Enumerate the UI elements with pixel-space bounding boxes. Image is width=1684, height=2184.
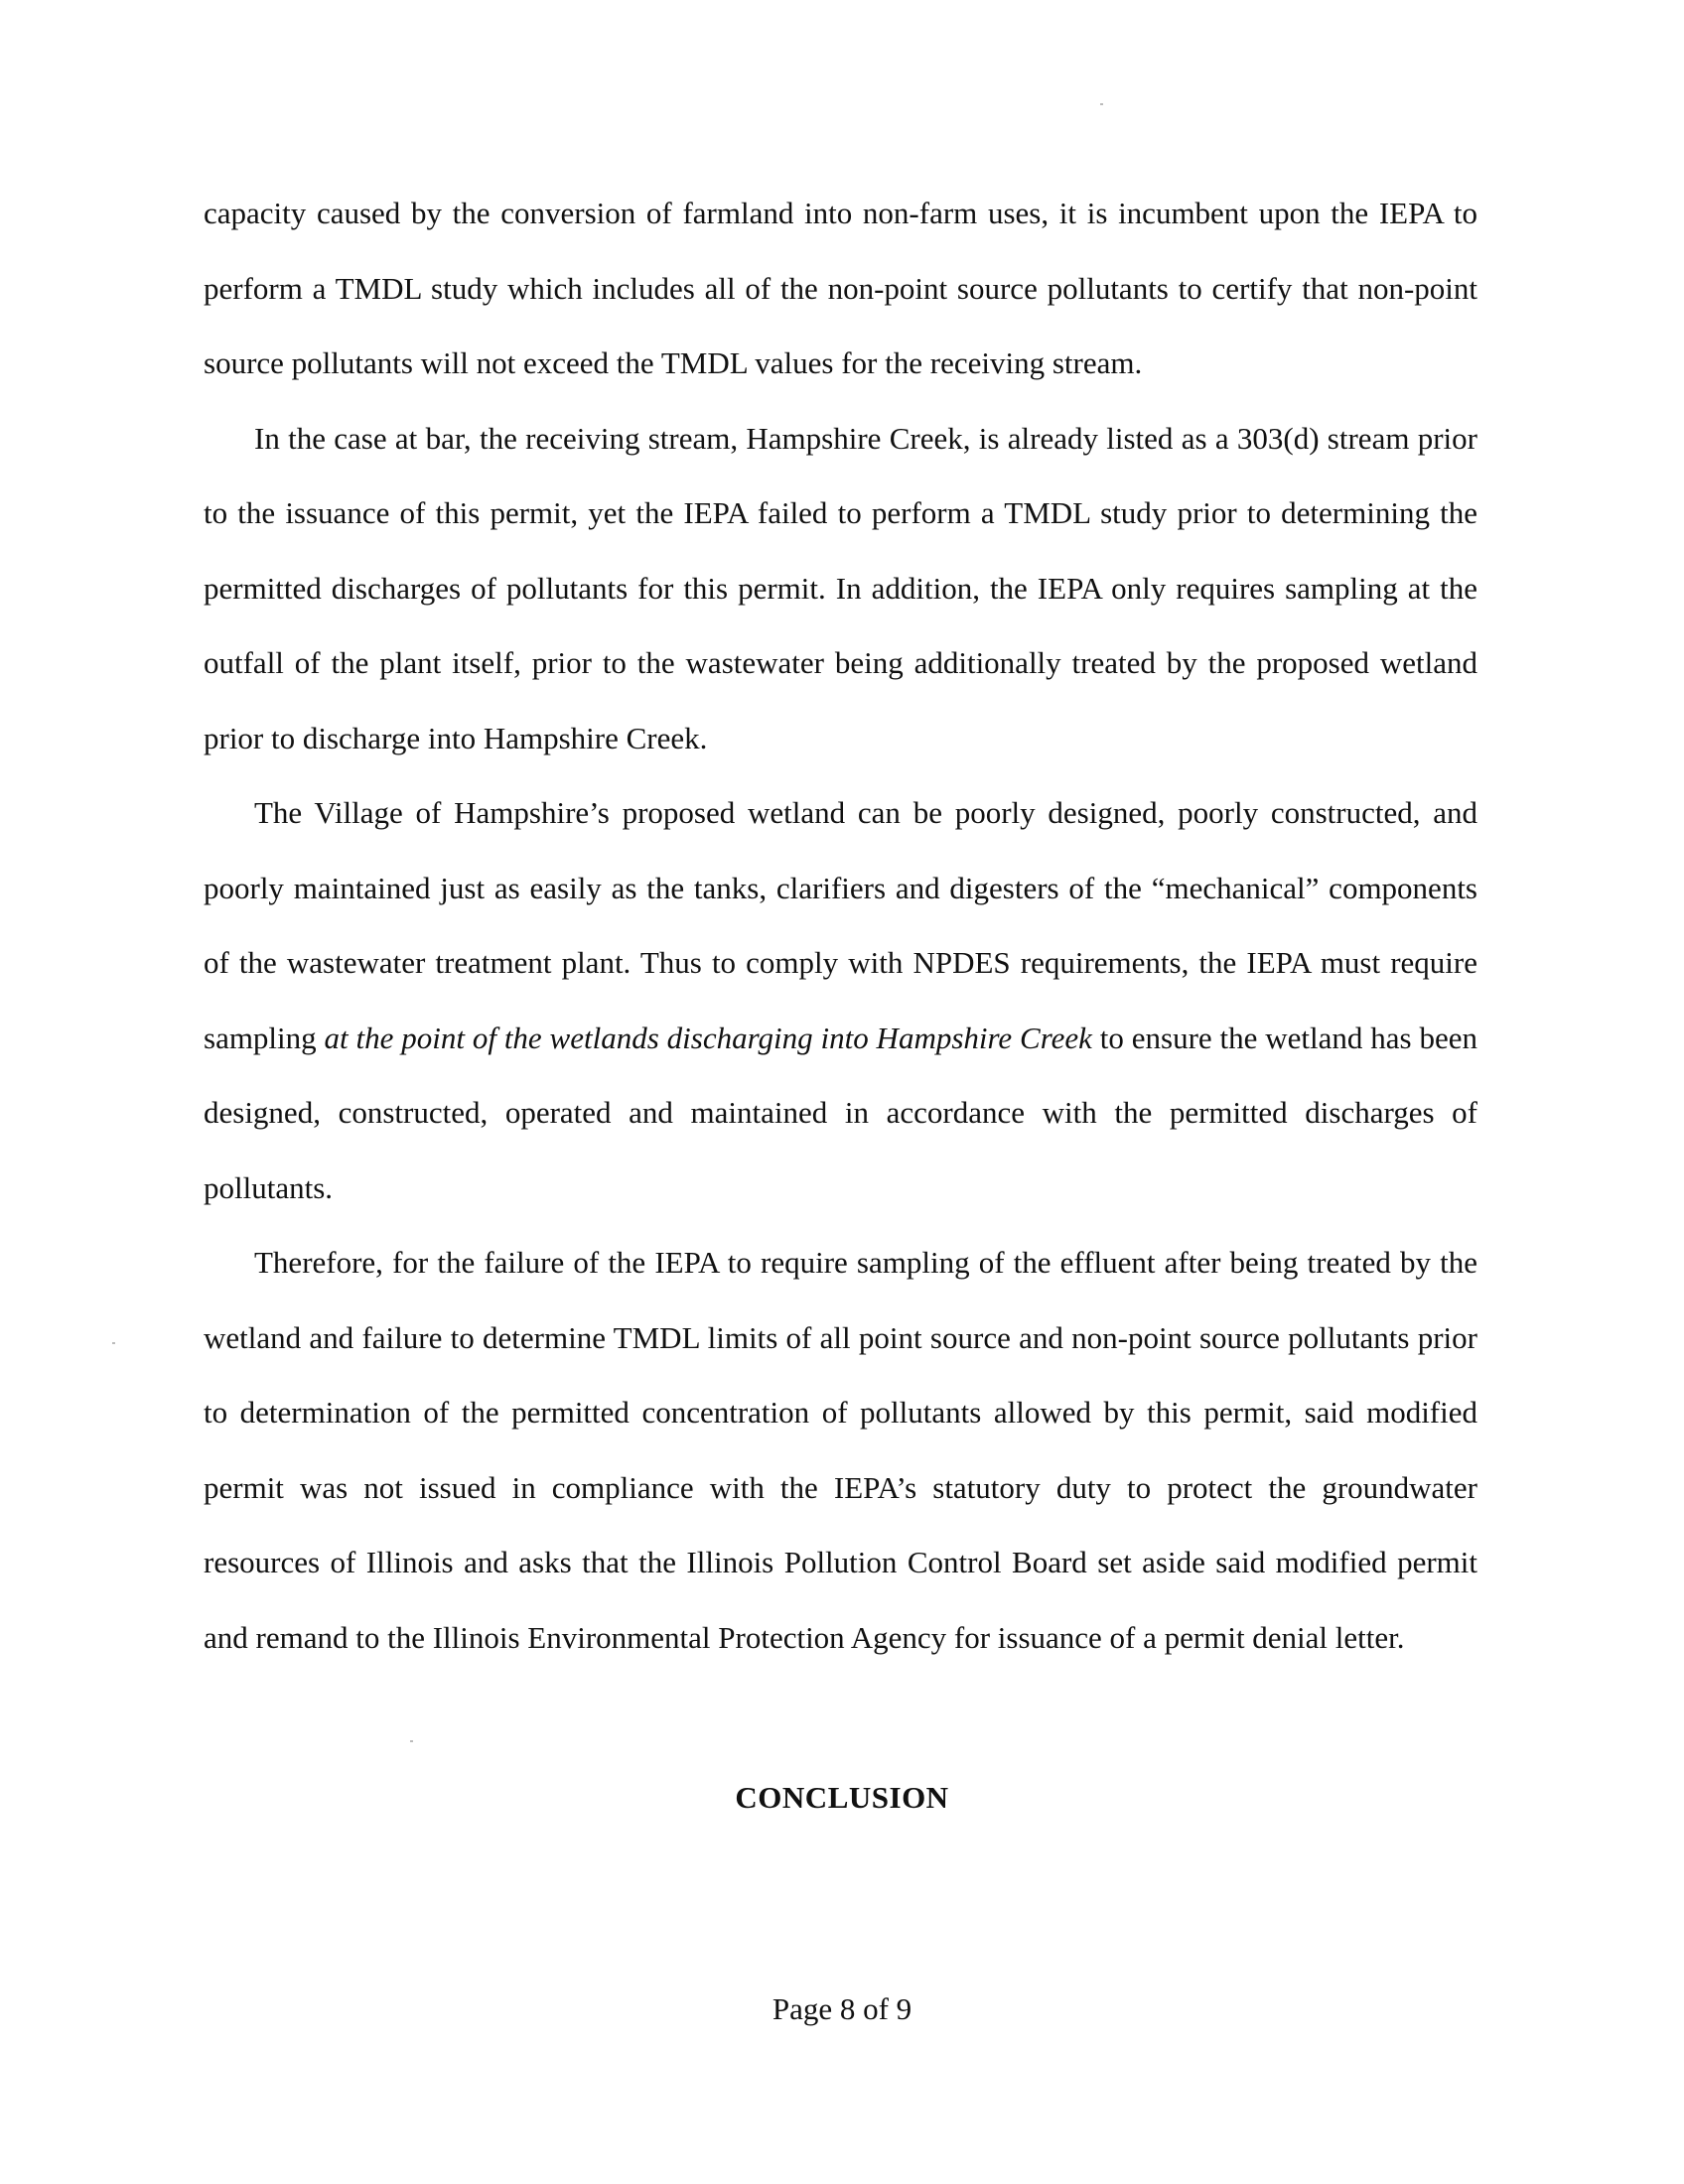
scan-speck (1100, 103, 1103, 105)
paragraph-text-after: to ensure the wetland has been designed, constructed, operated and maintained in accordance with the permitted discharges of pollutants. (204, 1020, 1477, 1205)
scan-speck (410, 1740, 413, 1742)
paragraph-text-before: The Village of Hampshire’s proposed wetland can be poorly designed, poorly constructed, and poorly maintained just as easily as the tanks, clarifiers and digesters of the “mechanical” components of the wastewater treatment plant. Thus to comply with NPDES requirements, the IEPA must require sampling (204, 795, 1477, 1055)
paragraph-therefore: Therefore, for the failure of the IEPA to require sampling of the effluent after being treated by the wetland and failure to determine TMDL limits of all point source and non-point source pollutants prior to determination of the permitted concentration of pollutants allowed by this permit, said modified permit was not issued in compliance with the IEPA’s statutory duty to protect the groundwater resources of Illinois and asks that the Illinois Pollution Control Board set aside said modified permit and remand to the Illinois Environmental Protection Agency for issuance of a permit denial letter. (204, 1245, 1477, 1655)
paragraph-receiving-stream: In the case at bar, the receiving stream, Hampshire Creek, is already listed as a 303(d) stream prior to the issuance of this permit, yet the IEPA failed to perform a TMDL study prior to determining the permitted discharges of pollutants for this permit. In addition, the IEPA only requires sampling at the outfall of the plant itself, prior to the wastewater being additionally treated by the proposed wetland prior to discharge into Hampshire Creek. (204, 420, 1477, 755)
paragraph-continuation: capacity caused by the conversion of farmland into non-farm uses, it is incumbent upon the IEPA to perform a TMDL study which includes all of the non-point source pollutants to certify that non-point source pollutants will not exceed the TMDL values for the receiving stream. (204, 196, 1477, 380)
page-number-footer: Page 8 of 9 (772, 1991, 912, 2026)
section-heading: CONCLUSION (735, 1780, 949, 1815)
paragraph-wetland-design (204, 775, 1477, 1225)
scan-speck (112, 1342, 115, 1344)
italic-emphasis: at the point of the wetlands discharging into Hampshire Creek (324, 1020, 1092, 1055)
document-body (204, 176, 1477, 1675)
